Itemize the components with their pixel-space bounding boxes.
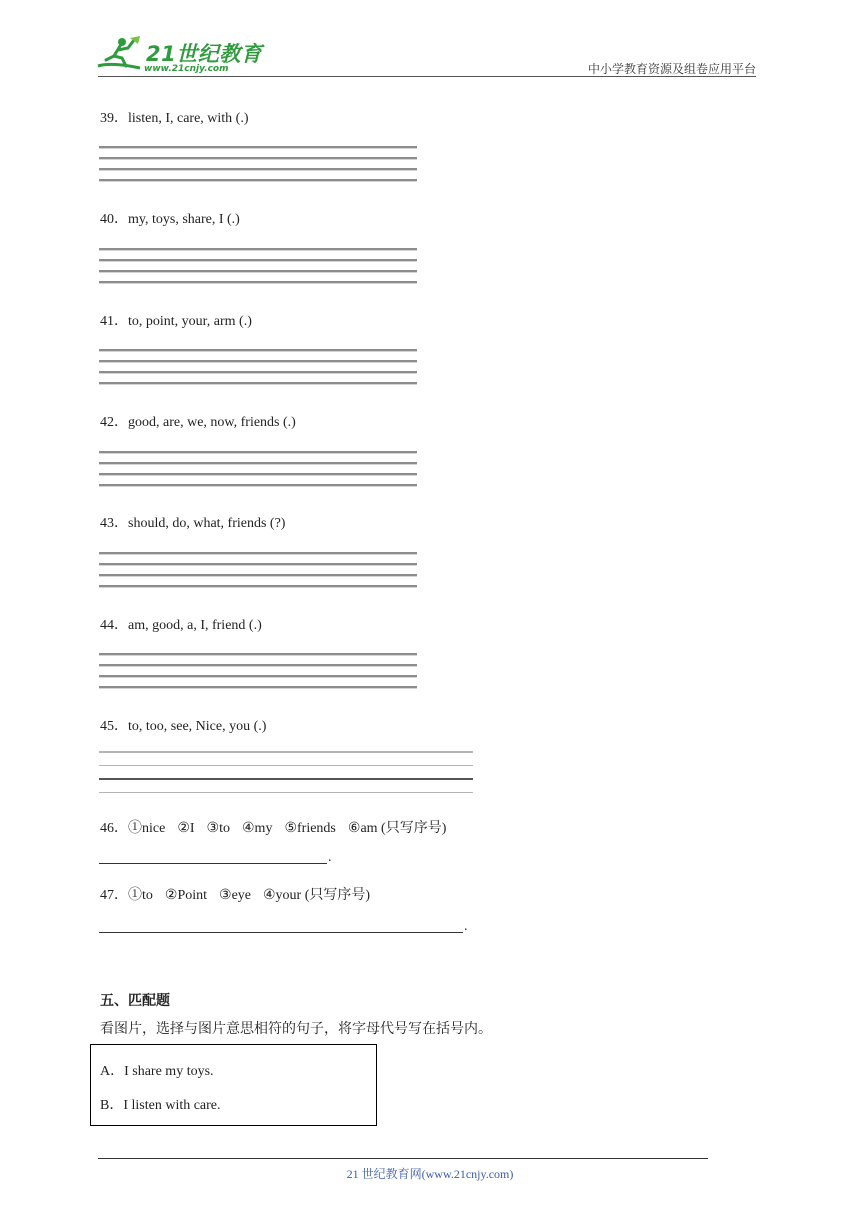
section-title: 五、匹配题: [100, 993, 170, 1009]
logo-text: 21世纪教育: [146, 42, 263, 66]
question-45: [100, 715, 266, 735]
word-item: ②Point: [164, 888, 208, 903]
header-divider: [98, 76, 756, 77]
word-item: ⑤friends: [284, 821, 336, 836]
word-item: ①nice: [128, 821, 166, 836]
blank-period: .: [464, 919, 468, 934]
option-b: B．I listen with care.: [100, 1098, 221, 1113]
section-instruction: 看图片，选择与图片意思相符的句子，将字母代号写在括号内。: [100, 1021, 492, 1037]
question-44: [100, 614, 262, 634]
answer-lines-39[interactable]: [99, 146, 417, 190]
question-text: to, point, your, arm (.): [128, 314, 252, 329]
instruction-note: (只写序号): [304, 888, 371, 903]
answer-blank-47[interactable]: [99, 932, 463, 933]
word-item: ④your: [263, 888, 302, 903]
word-item: ①to: [128, 888, 153, 903]
question-number: 39．: [100, 111, 128, 126]
question-text: good, are, we, now, friends (.): [128, 415, 296, 430]
answer-lines-43[interactable]: [99, 552, 417, 596]
question-text: am, good, a, I, friend (.): [128, 618, 262, 633]
header-platform-text: 中小学教育资源及组卷应用平台: [587, 62, 756, 76]
question-text: should, do, what, friends (?): [128, 516, 286, 531]
option-a: A．I share my toys.: [100, 1064, 214, 1079]
question-43: [100, 512, 285, 532]
word-item: ②I: [177, 821, 195, 836]
word-item: ③eye: [219, 888, 251, 903]
answer-lines-42[interactable]: [99, 451, 417, 495]
question-46: [100, 817, 446, 837]
answer-blank-46[interactable]: [99, 863, 327, 864]
question-number: 41．: [100, 314, 128, 329]
footer-divider: [98, 1158, 708, 1159]
question-text: to, too, see, Nice, you (.): [128, 719, 267, 734]
question-40: [100, 208, 240, 228]
question-39: [100, 107, 249, 127]
footer-link[interactable]: 21 世纪教育网(www.21cnjy.com): [346, 1167, 514, 1181]
answer-lines-44[interactable]: [99, 653, 417, 697]
question-text: my, toys, share, I (.): [128, 212, 240, 227]
word-item: ⑥am: [347, 821, 378, 836]
answer-lines-41[interactable]: [99, 349, 417, 393]
question-number: 42．: [100, 415, 128, 430]
question-41: [100, 310, 252, 330]
word-item: ③to: [206, 821, 230, 836]
logo-url: www.21cnjy.com: [144, 64, 229, 74]
question-number: 44．: [100, 618, 128, 633]
answer-lines-45[interactable]: [99, 751, 473, 805]
blank-period: .: [328, 850, 332, 865]
question-text: listen, I, care, with (.): [128, 111, 249, 126]
question-number: 43．: [100, 516, 128, 531]
question-number: 46．: [100, 821, 128, 836]
question-47: [100, 884, 370, 904]
answer-lines-40[interactable]: [99, 248, 417, 292]
question-number: 47．: [100, 888, 128, 903]
word-item: ④my: [242, 821, 273, 836]
question-number: 45．: [100, 719, 128, 734]
question-number: 40．: [100, 212, 128, 227]
question-42: [100, 411, 296, 431]
instruction-note: (只写序号): [381, 821, 447, 836]
